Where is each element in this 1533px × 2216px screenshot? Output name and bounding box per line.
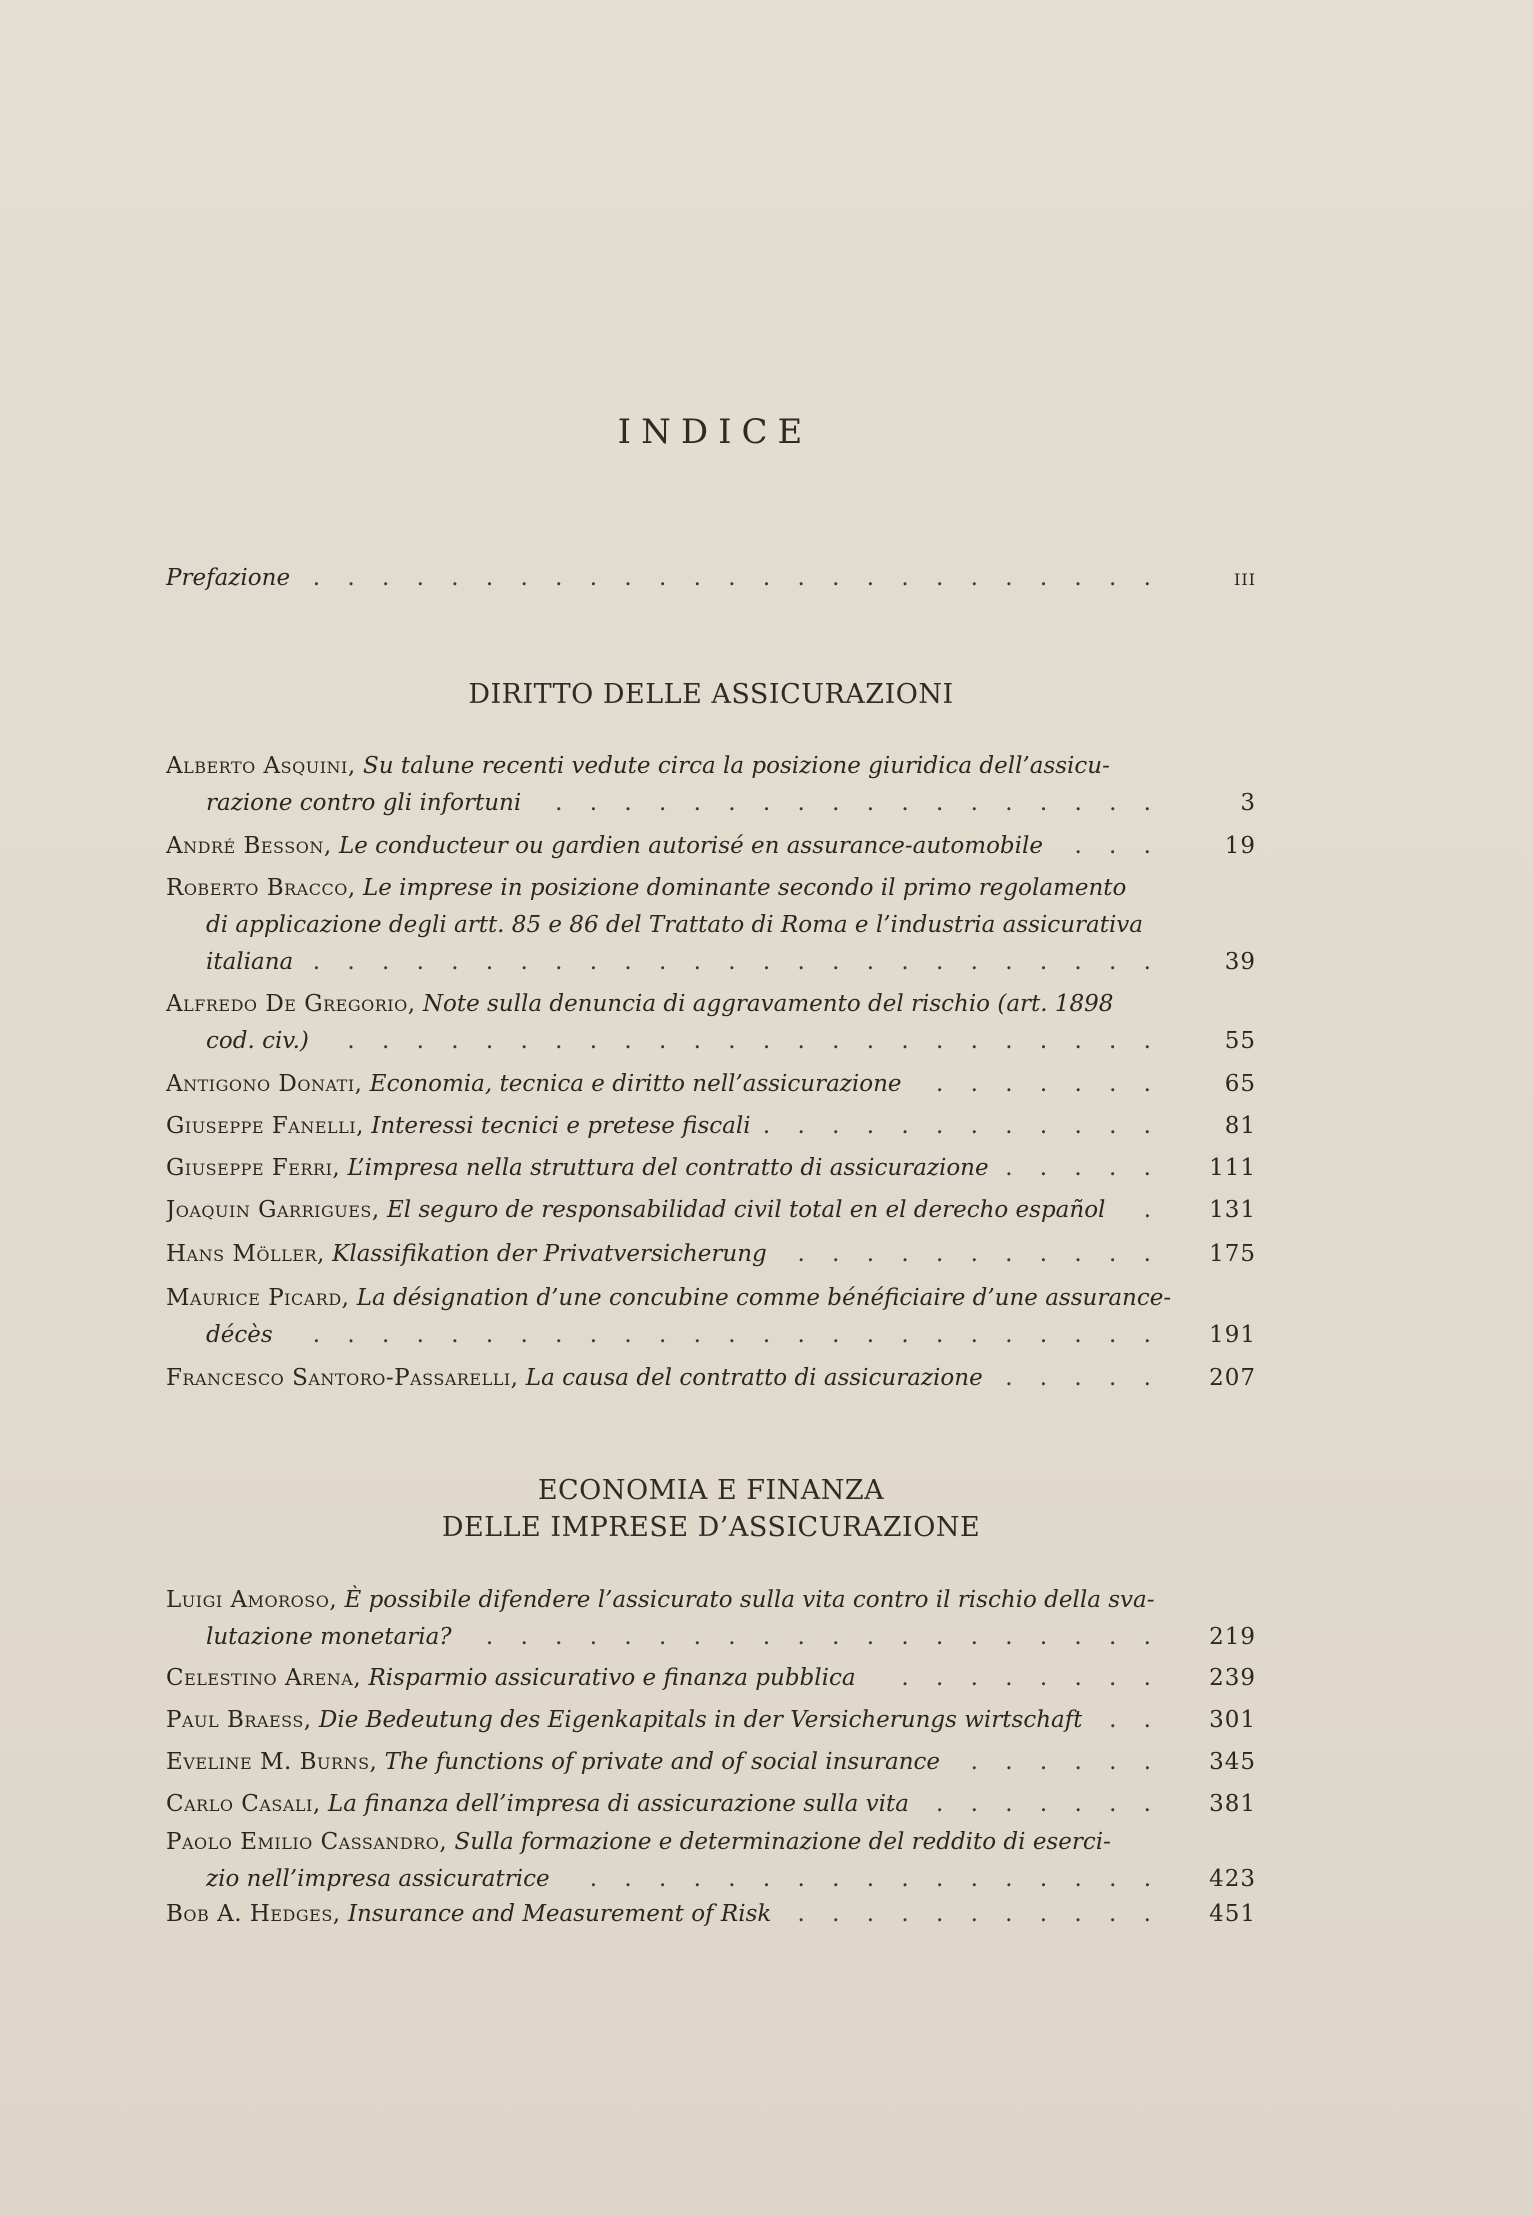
entry-author: Francesco Santoro-Passarelli, bbox=[166, 1365, 519, 1391]
page-number: 55 bbox=[1224, 1028, 1256, 1054]
section-heading-line: ECONOMIA E FINANZA bbox=[537, 1475, 885, 1506]
preface-label: Prefazione bbox=[166, 565, 291, 591]
page-number: 451 bbox=[1209, 1901, 1256, 1927]
entry-title-cont: razione contro gli infortuni bbox=[206, 790, 522, 816]
toc-entry: Maurice Picard, La désignation d’une concubine comme bénéficiaire d’une assurance- décès . . . . . . . . . . . . . . . . . . . . . . . . . 191 bbox=[166, 1280, 1256, 1354]
entry-author: Alberto Asquini, bbox=[166, 753, 356, 779]
entry-title: Economia, tecnica e diritto nell’assicurazione bbox=[369, 1071, 902, 1097]
entry-title: La causa del contratto di assicurazione bbox=[525, 1365, 983, 1391]
page-number: 81 bbox=[1224, 1113, 1256, 1139]
toc-entry: Celestino Arena, Risparmio assicurativo e finanza pubblica . . . . . . . . 239 bbox=[166, 1660, 1256, 1697]
entry-title: Risparmio assicurativo e finanza pubblica bbox=[368, 1665, 856, 1691]
toc-entry: Eveline M. Burns, The functions of private and of social insurance . . . . . . 345 bbox=[166, 1744, 1256, 1781]
toc-entry: Paul Braess, Die Bedeutung des Eigenkapitals in der Versicherungs wirtschaft . . 301 bbox=[166, 1702, 1256, 1739]
entry-author: Paolo Emilio Cassandro, bbox=[166, 1829, 448, 1855]
page-number: 219 bbox=[1209, 1624, 1256, 1650]
entry-title: Interessi tecnici e pretese fiscali bbox=[371, 1113, 751, 1139]
entry-author: Giuseppe Fanelli, bbox=[166, 1113, 364, 1139]
toc-entry: Joaquin Garrigues, El seguro de responsabilidad civil total en el derecho español . 131 bbox=[166, 1192, 1256, 1229]
entry-author: André Besson, bbox=[166, 833, 332, 859]
section-heading-diritto: DIRITTO DELLE ASSICURAZIONI bbox=[468, 679, 954, 710]
entry-title: Note sulla denuncia di aggravamento del rischio (art. 1898 bbox=[422, 991, 1114, 1017]
entry-author: Maurice Picard, bbox=[166, 1285, 350, 1311]
page-number: 191 bbox=[1209, 1322, 1256, 1348]
entry-author: Hans Möller, bbox=[166, 1241, 325, 1267]
entry-author: Bob A. Hedges, bbox=[166, 1901, 341, 1927]
entry-title: La finanza dell’impresa di assicurazione sulla vita bbox=[328, 1791, 909, 1817]
toc-entry: Carlo Casali, La finanza dell’impresa di assicurazione sulla vita . . . . . . . 381 bbox=[166, 1786, 1256, 1823]
toc-entry: Paolo Emilio Cassandro, Sulla formazione e determinazione del reddito di eserci- zio nell’impresa assicuratrice . . . . . . . . . . . . . . . . . 423 bbox=[166, 1824, 1256, 1898]
page-number: 301 bbox=[1209, 1707, 1256, 1733]
page-number: 381 bbox=[1209, 1791, 1256, 1817]
entry-title-cont: di applicazione degli artt. 85 e 86 del Trattato di Roma e l’industria assicurativa bbox=[206, 912, 1144, 938]
entry-title-cont: italiana bbox=[206, 949, 294, 975]
entry-title-cont: zio nell’impresa assicuratrice bbox=[206, 1866, 550, 1892]
entry-author: Roberto Bracco, bbox=[166, 875, 356, 901]
entry-title: Le imprese in posizione dominante secondo il primo regolamento bbox=[362, 875, 1127, 901]
page-number: 65 bbox=[1224, 1071, 1256, 1097]
page-number: 423 bbox=[1209, 1866, 1256, 1892]
entry-title-cont: lutazione monetaria? bbox=[206, 1624, 452, 1650]
entry-author: Giuseppe Ferri, bbox=[166, 1155, 341, 1181]
entry-title: Insurance and Measurement of Risk bbox=[347, 1901, 772, 1927]
page-number: 131 bbox=[1209, 1197, 1256, 1223]
entry-title: L’impresa nella struttura del contratto di assicurazione bbox=[347, 1155, 989, 1181]
entry-author: Luigi Amoroso, bbox=[166, 1587, 338, 1613]
page-number: 3 bbox=[1240, 790, 1256, 816]
page-number: iii bbox=[1234, 565, 1256, 591]
toc-entry: Bob A. Hedges, Insurance and Measurement of Risk . . . . . . . . . . . 451 bbox=[166, 1896, 1256, 1933]
toc-entry: Alberto Asquini, Su talune recenti vedute circa la posizione giuridica dell’assicu- razione contro gli infortuni . . . . . . . . . . . . . . . . . . 3 bbox=[166, 748, 1256, 822]
entry-title: La désignation d’une concubine comme bénéficiaire d’une assurance- bbox=[356, 1285, 1172, 1311]
entry-title: Su talune recenti vedute circa la posizione giuridica dell’assicu- bbox=[362, 753, 1110, 779]
toc-entry: André Besson, Le conducteur ou gardien autorisé en assurance-automobile . . . 19 bbox=[166, 828, 1256, 865]
entry-author: Paul Braess, bbox=[166, 1707, 312, 1733]
section-heading-line: DELLE IMPRESE D’ASSICURAZIONE bbox=[441, 1512, 981, 1543]
entry-title: El seguro de responsabilidad civil total en el derecho español bbox=[387, 1197, 1106, 1223]
page-number: 111 bbox=[1209, 1155, 1256, 1181]
entry-author: Alfredo De Gregorio, bbox=[166, 991, 416, 1017]
toc-entry: Antigono Donati, Economia, tecnica e diritto nell’assicurazione . . . . . . . 65 bbox=[166, 1066, 1256, 1103]
page-title: INDICE bbox=[617, 412, 813, 452]
entry-author: Antigono Donati, bbox=[166, 1071, 363, 1097]
entry-title: È possibile difendere l’assicurato sulla vita contro il rischio della sva- bbox=[344, 1587, 1155, 1613]
entry-author: Eveline M. Burns, bbox=[166, 1749, 378, 1775]
page-number: 239 bbox=[1209, 1665, 1256, 1691]
entry-author: Joaquin Garrigues, bbox=[166, 1197, 380, 1223]
entry-title: Sulla formazione e determinazione del reddito di eserci- bbox=[454, 1829, 1111, 1855]
page-number: 207 bbox=[1209, 1365, 1256, 1391]
toc-entry-preface: Prefazione . . . . . . . . . . . . . . . . . . . . . . . . . iii bbox=[166, 560, 1256, 597]
entry-title: Klassifikation der Privatversicherung bbox=[332, 1241, 767, 1267]
entry-title: Die Bedeutung des Eigenkapitals in der Versicherungs wirtschaft bbox=[318, 1707, 1083, 1733]
entry-title: Le conducteur ou gardien autorisé en assurance-automobile bbox=[338, 833, 1043, 859]
entry-title: The functions of private and of social insurance bbox=[384, 1749, 941, 1775]
toc-entry: Hans Möller, Klassifikation der Privatversicherung . . . . . . . . . . . 175 bbox=[166, 1236, 1256, 1273]
page-number: 345 bbox=[1209, 1749, 1256, 1775]
page-number: 175 bbox=[1209, 1241, 1256, 1267]
toc-entry: Roberto Bracco, Le imprese in posizione dominante secondo il primo regolamento di applicazione degli artt. 85 e 86 del Trattato di Roma e l’industria assicurativa italiana . . . . . . . . . . . . . . . . . . . . . . . . . 39 bbox=[166, 870, 1256, 981]
toc-entry: Luigi Amoroso, È possibile difendere l’assicurato sulla vita contro il rischio della sva- lutazione monetaria? . . . . . . . . . . . . . . . . . . . . 219 bbox=[166, 1582, 1256, 1656]
page-number: 19 bbox=[1224, 833, 1256, 859]
toc-entry: Alfredo De Gregorio, Note sulla denuncia di aggravamento del rischio (art. 1898 cod. civ.) . . . . . . . . . . . . . . . . . . . . . . . . 55 bbox=[166, 986, 1256, 1060]
page-number: 39 bbox=[1224, 949, 1256, 975]
entry-author: Carlo Casali, bbox=[166, 1791, 321, 1817]
toc-entry: Francesco Santoro-Passarelli, La causa del contratto di assicurazione . . . . . 207 bbox=[166, 1360, 1256, 1397]
toc-entry: Giuseppe Fanelli, Interessi tecnici e pretese fiscali . . . . . . . . . . . . 81 bbox=[166, 1108, 1256, 1145]
entry-author: Celestino Arena, bbox=[166, 1665, 362, 1691]
entry-title-cont: décès bbox=[206, 1322, 273, 1348]
entry-title-cont: cod. civ.) bbox=[206, 1028, 309, 1054]
section-heading-economia bbox=[166, 1472, 1256, 1546]
toc-entry: Giuseppe Ferri, L’impresa nella struttura del contratto di assicurazione . . . . . 111 bbox=[166, 1150, 1256, 1187]
